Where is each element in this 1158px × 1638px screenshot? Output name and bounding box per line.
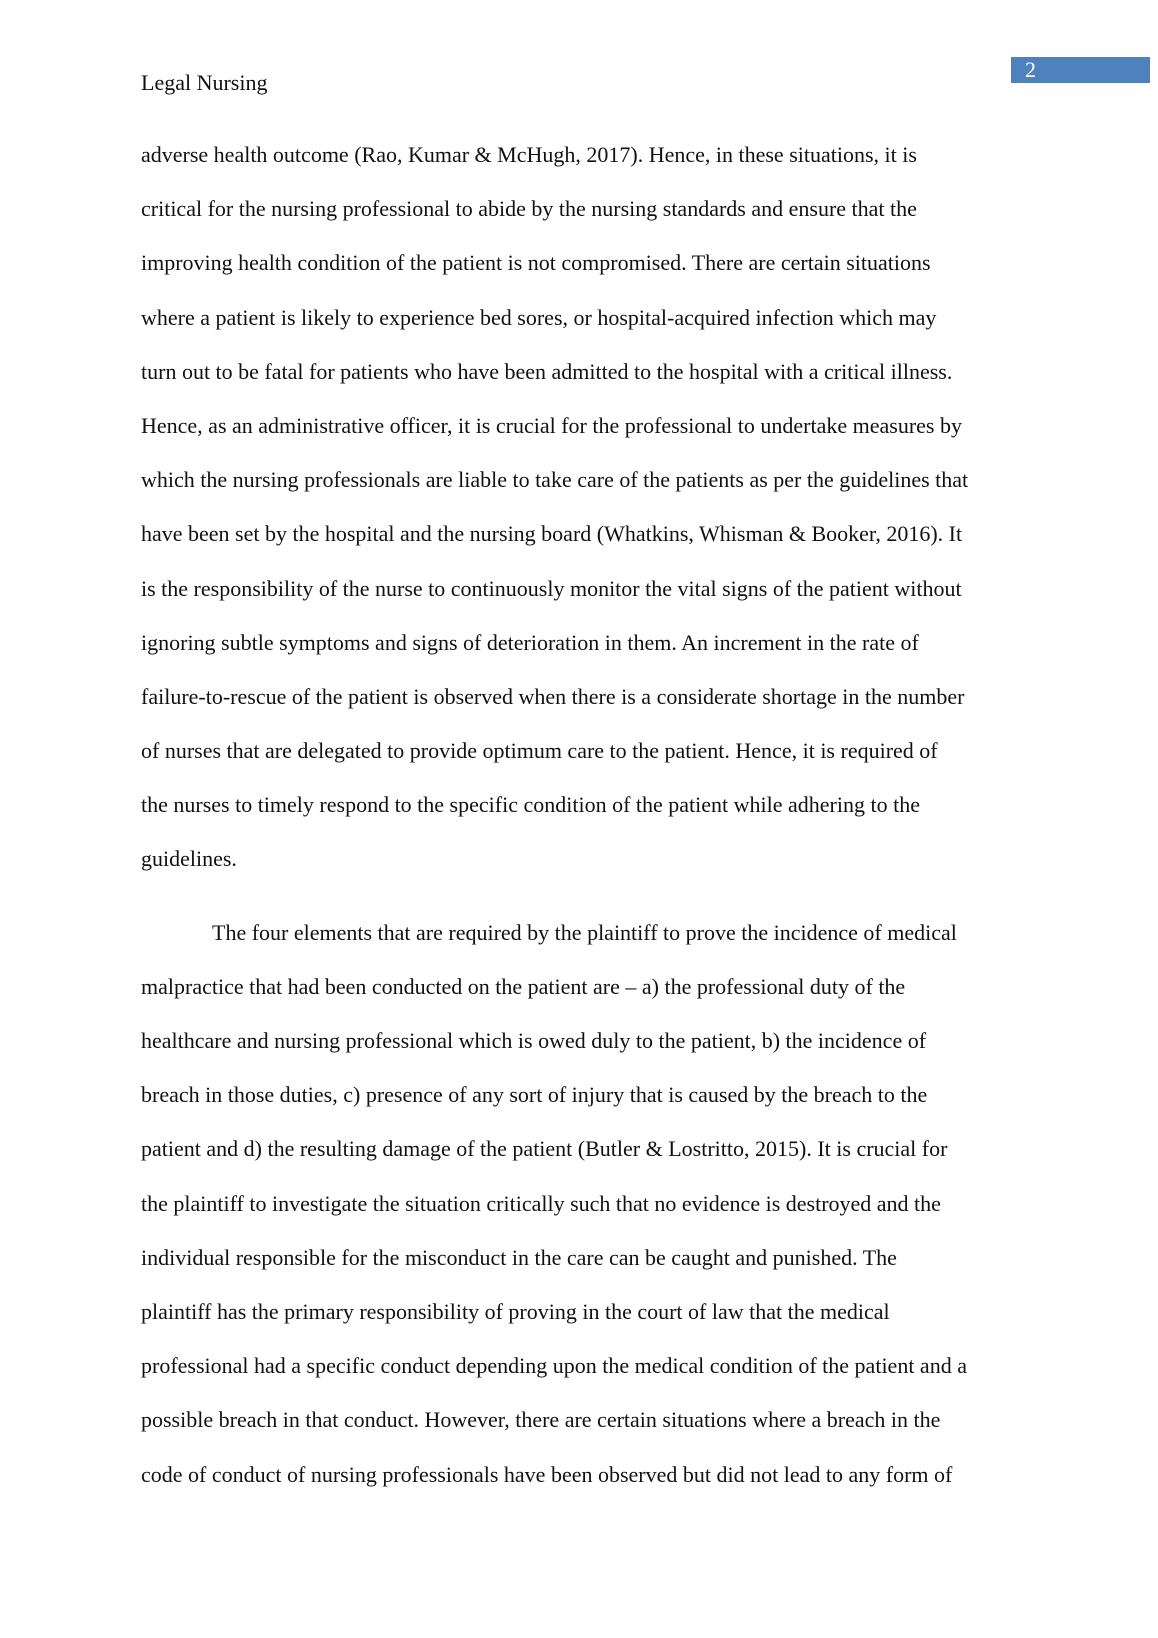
text-line: improving health condition of the patient is not compromised. There are certain situations: [141, 250, 931, 276]
text-line: where a patient is likely to experience bed sores, or hospital-acquired infection which may: [141, 304, 937, 330]
text-line: individual responsible for the misconduct in the care can be caught and punished. The: [141, 1244, 897, 1270]
text-line: turn out to be fatal for patients who have been admitted to the hospital with a critical illness.: [141, 358, 953, 384]
text-line: which the nursing professionals are liable to take care of the patients as per the guidelines that: [141, 467, 969, 493]
text-line: critical for the nursing professional to abide by the nursing standards and ensure that the: [141, 196, 917, 222]
text-line: code of conduct of nursing professionals have been observed but did not lead to any form of: [141, 1461, 953, 1487]
document-body: [141, 128, 1158, 1502]
text-line: patient and d) the resulting damage of the patient (Butler & Lostritto, 2015). It is crucial for: [141, 1136, 948, 1162]
text-line: guidelines.: [141, 846, 237, 872]
text-line: possible breach in that conduct. However, there are certain situations where a breach in the: [141, 1407, 941, 1433]
paragraph-2: [141, 906, 1158, 1502]
text-line: malpractice that had been conducted on the patient are – a) the professional duty of the: [141, 973, 906, 999]
text-line: the nurses to timely respond to the specific condition of the patient while adhering to the: [141, 792, 920, 818]
text-line-indented: The four elements that are required by the plaintiff to prove the incidence of medical: [212, 919, 957, 945]
text-line: is the responsibility of the nurse to continuously monitor the vital signs of the patient without: [141, 575, 962, 601]
page-number: 2: [1025, 57, 1036, 82]
text-line: Hence, as an administrative officer, it is crucial for the professional to undertake measures by: [141, 412, 962, 438]
text-line: ignoring subtle symptoms and signs of deterioration in them. An increment in the rate of: [141, 629, 919, 655]
text-line: plaintiff has the primary responsibility of proving in the court of law that the medical: [141, 1298, 890, 1324]
paragraph-1: [141, 128, 1158, 887]
text-line: have been set by the hospital and the nursing board (Whatkins, Whisman & Booker, 2016). It: [141, 521, 963, 547]
running-head-title: Legal Nursing: [141, 70, 268, 95]
text-line: failure-to-rescue of the patient is observed when there is a considerate shortage in the number: [141, 683, 965, 709]
text-line: adverse health outcome (Rao, Kumar & McHugh, 2017). Hence, in these situations, it is: [141, 142, 917, 167]
text-line: of nurses that are delegated to provide optimum care to the patient. Hence, it is required of: [141, 738, 938, 764]
page-number-badge: [1011, 57, 1150, 83]
text-line: healthcare and nursing professional which is owed duly to the patient, b) the incidence of: [141, 1028, 927, 1053]
paragraph-spacing: [141, 887, 1158, 906]
text-line: professional had a specific conduct depending upon the medical condition of the patient and a: [141, 1353, 967, 1379]
text-line: breach in those duties, c) presence of any sort of injury that is caused by the breach to the: [141, 1082, 928, 1108]
text-line: the plaintiff to investigate the situation critically such that no evidence is destroyed and the: [141, 1190, 941, 1216]
